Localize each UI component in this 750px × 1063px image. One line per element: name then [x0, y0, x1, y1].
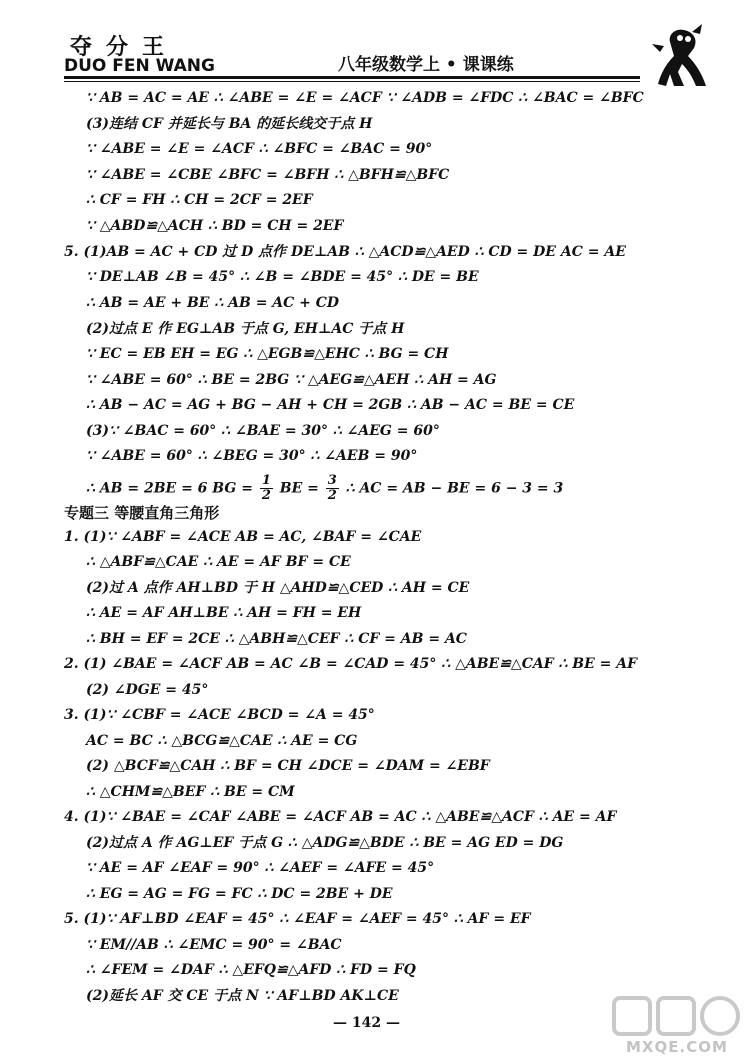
answer-line: (3)∵ ∠BAC = 60° ∴ ∠BAE = 30° ∴ ∠AEG = 60° [86, 423, 440, 439]
watermark-logo-icon [610, 994, 746, 1038]
answer-line: ∵ ∠ABE = ∠E = ∠ACF ∴ ∠BFC = ∠BAC = 90° [86, 141, 433, 157]
answer-line: (2) ∠DGE = 45° [86, 682, 209, 698]
answer-line: ∵ △ABD≌△ACH ∴ BD = CH = 2EF [86, 218, 344, 234]
fraction-line-part3: ∴ AC = AB − BE = 6 − 3 = 3 [345, 480, 564, 497]
answer-line: (2)过点 A 作 AG⊥EF 于点 G ∴ △ADG≌△BDE ∴ BE = AG ED = DG [86, 835, 564, 851]
section-title: 专题三 等腰直角三角形 [64, 504, 220, 522]
answer-line: ∵ EC = EB EH = EG ∴ △EGB≌△EHC ∴ BG = CH [86, 346, 449, 362]
answer-line: ∴ AB − AC = AG + BG − AH + CH = 2GB ∴ AB − AC = BE = CE [86, 397, 575, 413]
fraction-line-part2: BE = [279, 480, 319, 497]
answer-line: ∴ EG = AG = FG = FC ∴ DC = 2BE + DE [86, 886, 393, 902]
page-number: — 142 — [333, 1015, 400, 1031]
answer-line: ∴ △ABF≌△CAE ∴ AE = AF BF = CE [86, 554, 351, 570]
fraction-numerator: 1 [261, 473, 271, 488]
answer-line: ∴ ∠FEM = ∠DAF ∴ △EFQ≌△AFD ∴ FD = FQ [86, 962, 416, 978]
fraction-numerator: 3 [327, 473, 337, 488]
fraction-answer-line [86, 474, 563, 503]
answer-line: ∵ ∠ABE = 60° ∴ BE = 2BG ∵ △AEG≌△AEH ∴ AH = AG [86, 372, 497, 388]
answer-line: ∵ EM//AB ∴ ∠EMC = 90° = ∠BAC [86, 937, 342, 953]
answer-line: AC = BC ∴ △BCG≌△CAE ∴ AE = CG [86, 733, 358, 749]
book-title: 八年级数学上 • 课课练 [338, 55, 514, 75]
brand-name-en: DUO FEN WANG [64, 56, 215, 76]
answer-line: ∴ AE = AF AH⊥BE ∴ AH = FH = EH [86, 605, 362, 621]
answer-line: 5. (1)∵ AF⊥BD ∠EAF = 45° ∴ ∠EAF = ∠AEF = 45° ∴ AF = EF [64, 911, 531, 927]
fraction-line-part1: ∴ AB = 2BE = 6 BG = [86, 480, 253, 497]
answer-line: (2)过 A 点作 AH⊥BD 于 H △AHD≌△CED ∴ AH = CE [86, 580, 470, 596]
answer-line: ∴ BH = EF = 2CE ∴ △ABH≌△CEF ∴ CF = AB = AC [86, 631, 467, 647]
answer-line: 2. (1) ∠BAE = ∠ACF AB = AC ∠B = ∠CAD = 45° ∴ △ABE≌△CAF ∴ BE = AF [64, 656, 638, 672]
fraction-denominator: 2 [327, 488, 337, 503]
answer-line: (2) △BCF≌△CAH ∴ BF = CH ∠DCE = ∠DAM = ∠EBF [86, 758, 490, 774]
brand-name-cn: 夺分王 [70, 34, 179, 60]
answer-line: 1. (1)∵ ∠ABF = ∠ACE AB = AC, ∠BAF = ∠CAE [64, 529, 422, 545]
answer-line: (3)连结 CF 并延长与 BA 的延长线交于点 H [86, 116, 373, 132]
answer-line: (2)延长 AF 交 CE 于点 N ∵ AF⊥BD AK⊥CE [86, 988, 399, 1004]
watermark [610, 994, 746, 1060]
answer-line: ∵ AE = AF ∠EAF = 90° ∴ ∠AEF = ∠AFE = 45° [86, 860, 435, 876]
answer-line: 3. (1)∵ ∠CBF = ∠ACE ∠BCD = ∠A = 45° [64, 707, 375, 723]
fraction-three-halves [326, 474, 339, 503]
fraction-denominator: 2 [261, 488, 271, 503]
answer-line: ∵ ∠ABE = 60° ∴ ∠BEG = 30° ∴ ∠AEB = 90° [86, 448, 418, 464]
answer-line: ∵ AB = AC = AE ∴ ∠ABE = ∠E = ∠ACF ∵ ∠ADB = ∠FDC ∴ ∠BAC = ∠BFC [86, 90, 644, 106]
answer-line: 4. (1)∵ ∠BAE = ∠CAF ∠ABE = ∠ACF AB = AC ∴ △ABE≌△ACF ∴ AE = AF [64, 809, 617, 825]
answer-line: ∵ ∠ABE = ∠CBE ∠BFC = ∠BFH ∴ △BFH≌△BFC [86, 167, 450, 183]
answer-line: (2)过点 E 作 EG⊥AB 于点 G, EH⊥AC 于点 H [86, 321, 405, 337]
answer-line: ∴ △CHM≌△BEF ∴ BE = CM [86, 784, 295, 800]
answer-line: ∵ DE⊥AB ∠B = 45° ∴ ∠B = ∠BDE = 45° ∴ DE = BE [86, 269, 479, 285]
watermark-text: MXQE.COM [626, 1038, 728, 1056]
fraction-one-half [260, 474, 273, 503]
answer-line: ∴ AB = AE + BE ∴ AB = AC + CD [86, 295, 340, 311]
answer-line: 5. (1)AB = AC + CD 过 D 点作 DE⊥AB ∴ △ACD≌△AED ∴ CD = DE AC = AE [64, 244, 626, 260]
answer-line: ∴ CF = FH ∴ CH = 2CF = 2EF [86, 192, 313, 208]
